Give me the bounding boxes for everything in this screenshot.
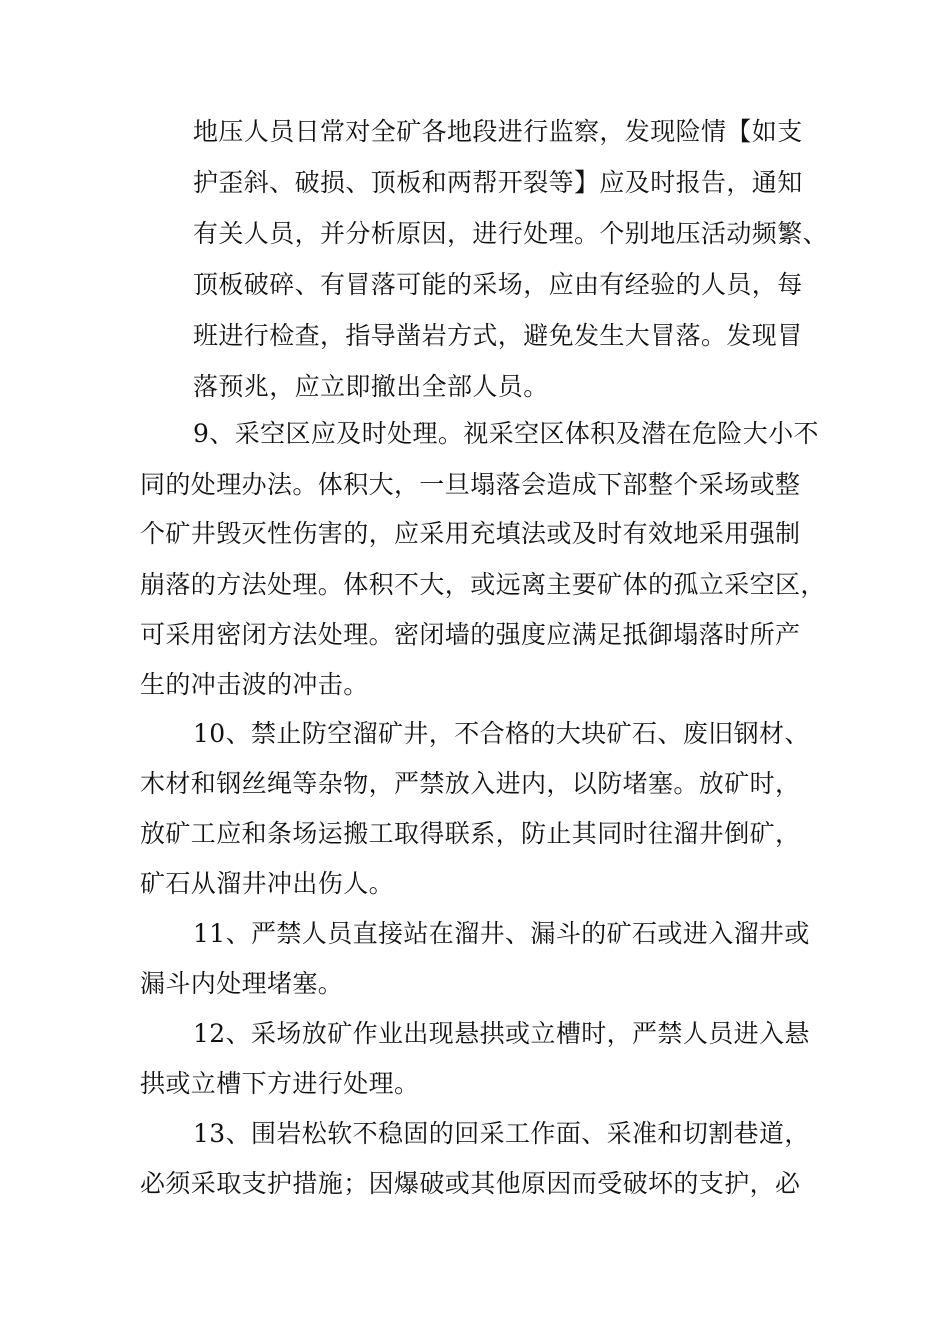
text-line: 可采用密闭方法处理。密闭墙的强度应满足抵御塌落时所产 <box>140 620 801 649</box>
text-line: 13、围岩松软不稳固的回采工作面、采准和切割巷道， <box>193 1119 810 1148</box>
text-line: 护歪斜、破损、顶板和两帮开裂等】应及时报告，通知 <box>193 168 803 197</box>
text-line: 崩落的方法处理。体积不大，或远离主要矿体的孤立采空区， <box>140 570 826 599</box>
text-line: 生的冲击波的冲击。 <box>140 670 369 699</box>
text-line: 必须采取支护措施；因爆破或其他原因而受破坏的支护，必 <box>140 1169 801 1198</box>
text-line: 放矿工应和条场运搬工取得联系，防止其同时往溜井倒矿， <box>140 819 801 848</box>
text-line: 地压人员日常对全矿各地段进行监察，发现险情【如支 <box>193 117 803 146</box>
text-line: 9、采空区应及时处理。视采空区体积及潜在危险大小不 <box>193 419 819 448</box>
text-line: 班进行检查，指导凿岩方式，避免发生大冒落。发现冒 <box>193 321 803 350</box>
text-line: 落预兆，应立即撤出全部人员。 <box>193 372 549 401</box>
text-line: 木材和钢丝绳等杂物，严禁放入进内，以防堵塞。放矿时， <box>140 769 801 798</box>
text-line: 11、严禁人员直接站在溜井、漏斗的矿石或进入溜井或 <box>193 919 810 948</box>
text-line: 10、禁止防空溜矿井，不合格的大块矿石、废旧钢材、 <box>193 719 810 748</box>
text-line: 矿石从溜井冲出伤人。 <box>140 869 395 898</box>
text-line: 12、采场放矿作业出现悬拱或立槽时，严禁人员进入悬 <box>193 1019 810 1048</box>
text-line: 顶板破碎、有冒落可能的采场，应由有经验的人员，每 <box>193 270 803 299</box>
text-line: 有关人员，并分析原因，进行处理。个别地压活动频繁、 <box>193 219 829 248</box>
text-line: 个矿井毁灭性伤害的，应采用充填法或及时有效地采用强制 <box>140 519 801 548</box>
text-line: 拱或立槽下方进行处理。 <box>140 1069 420 1098</box>
text-line: 漏斗内处理堵塞。 <box>140 969 344 998</box>
text-line: 同的处理办法。体积大，一旦塌落会造成下部整个采场或整 <box>140 470 801 499</box>
